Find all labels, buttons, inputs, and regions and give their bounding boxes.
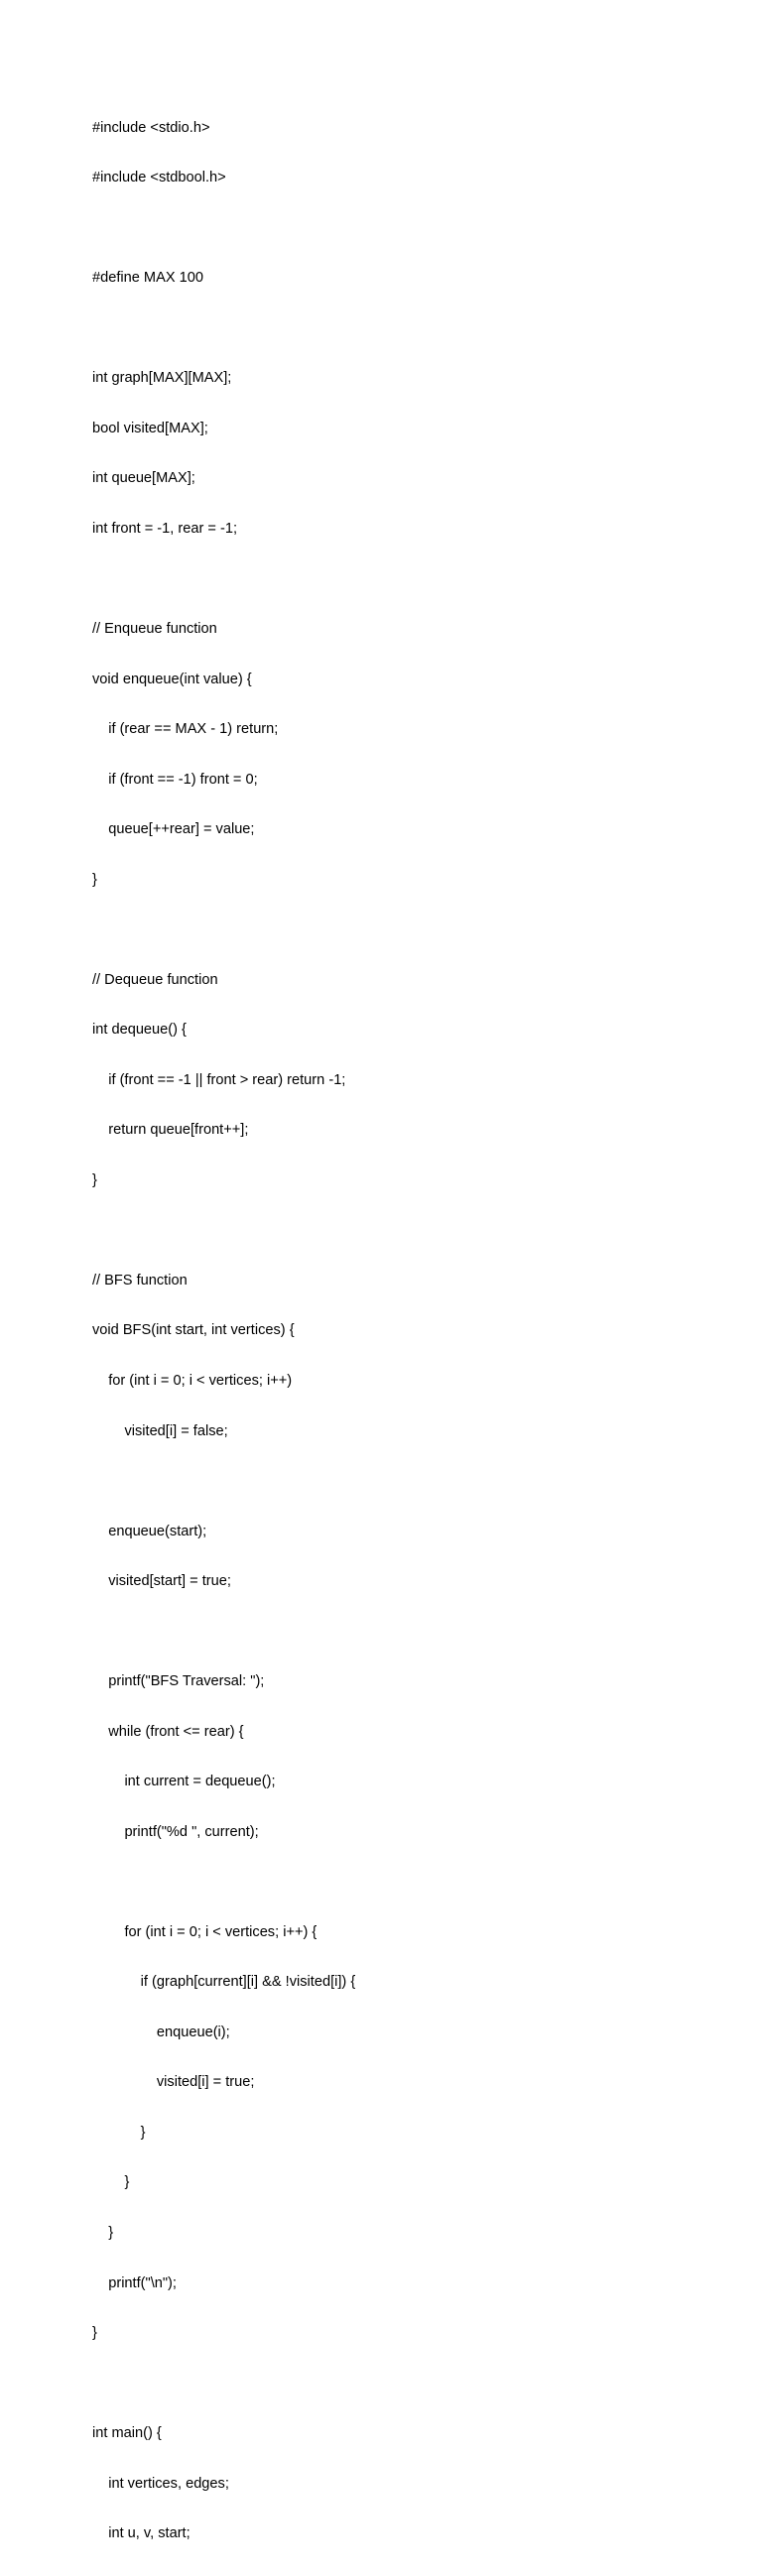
code-line: int main() { — [92, 2425, 162, 2442]
code-line: visited[i] = false; — [92, 1422, 228, 1439]
code-line: int queue[MAX]; — [92, 470, 195, 487]
code-line: #include <stdio.h> — [92, 119, 210, 136]
code-line: if (front == -1) front = 0; — [92, 771, 258, 788]
code-line — [92, 1874, 355, 1891]
code-line: int front = -1, rear = -1; — [92, 520, 238, 537]
code-line: void BFS(int start, int vertices) { — [92, 1322, 295, 1339]
code-line: return queue[front++]; — [92, 1122, 249, 1139]
code-line: printf("%d ", current); — [92, 1823, 259, 1840]
code-line: } — [92, 2325, 97, 2342]
code-line: } — [92, 2174, 130, 2191]
code-line: if (rear == MAX - 1) return; — [92, 721, 279, 738]
code-line — [92, 320, 355, 337]
code-line: enqueue(i); — [92, 2024, 230, 2040]
code-line: for (int i = 0; i < vertices; i++) — [92, 1372, 293, 1389]
code-line: if (graph[current][i] && !visited[i]) { — [92, 1974, 356, 1991]
code-line — [92, 1624, 355, 1641]
code-line: printf("BFS Traversal: "); — [92, 1673, 265, 1690]
code-line: int vertices, edges; — [92, 2475, 229, 2492]
code-line: } — [92, 2225, 114, 2241]
code-line: // BFS function — [92, 1272, 188, 1288]
code-line: } — [92, 871, 97, 888]
code-line: // Enqueue function — [92, 621, 217, 637]
code-line: void enqueue(int value) { — [92, 671, 252, 687]
code-line: } — [92, 2124, 146, 2141]
code-line: printf("\n"); — [92, 2274, 177, 2291]
code-line: int u, v, start; — [92, 2525, 190, 2542]
code-line: visited[i] = true; — [92, 2074, 255, 2091]
code-line: int current = dequeue(); — [92, 1774, 276, 1790]
code-line: int graph[MAX][MAX]; — [92, 370, 232, 387]
code-line: enqueue(start); — [92, 1523, 207, 1539]
code-line: #include <stdbool.h> — [92, 170, 226, 186]
code-line: visited[start] = true; — [92, 1573, 231, 1590]
code-line: int dequeue() { — [92, 1022, 187, 1039]
code-line: #define MAX 100 — [92, 270, 203, 287]
code-line — [92, 220, 355, 237]
code-line: if (front == -1 || front > rear) return -1; — [92, 1071, 346, 1088]
code-line: while (front <= rear) { — [92, 1723, 244, 1740]
code-block — [92, 86, 355, 2576]
code-line — [92, 570, 355, 587]
code-line: for (int i = 0; i < vertices; i++) { — [92, 1923, 318, 1940]
code-line — [92, 2376, 355, 2392]
code-line: // Dequeue function — [92, 971, 218, 988]
code-line — [92, 1222, 355, 1239]
code-line — [92, 1473, 355, 1490]
code-line: } — [92, 1171, 97, 1188]
code-line — [92, 921, 355, 938]
code-line: queue[++rear] = value; — [92, 821, 255, 838]
code-line: bool visited[MAX]; — [92, 420, 208, 436]
